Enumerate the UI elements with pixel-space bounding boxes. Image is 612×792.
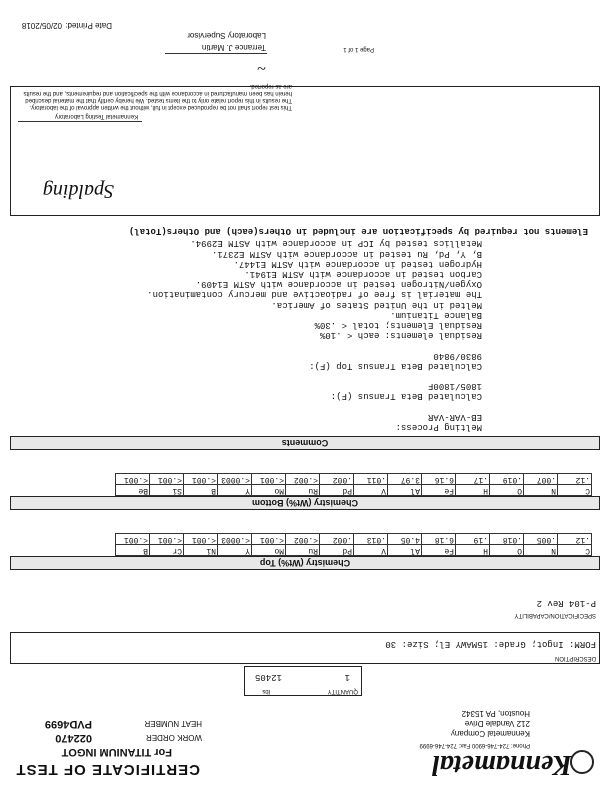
chem-top-value-cell: .002 — [320, 534, 354, 545]
chem-top-element-cell: Al — [388, 545, 422, 556]
work-order-value: 022470 — [55, 732, 92, 744]
chem-top-element-cell: O — [490, 545, 524, 556]
chem-bot-element-cell: Si — [150, 485, 184, 496]
chem-bot-element-cell: Al — [388, 485, 422, 496]
chem-bot-element-cell: H — [456, 485, 490, 496]
comment-line: 1805/1800F — [427, 381, 482, 392]
chem-top-value-cell: .013 — [354, 534, 388, 545]
chem-top-element-cell: Ni — [184, 545, 218, 556]
chem-top-value-cell: <.0003 — [218, 534, 252, 545]
chem-bot-element-cell: Y — [218, 485, 252, 496]
comment-line: 9830/9840 — [433, 350, 482, 361]
chem-bot-element-cell: Be — [116, 485, 150, 496]
chem-bot-element-cell: Mo — [252, 485, 286, 496]
supervisor-line — [165, 53, 267, 54]
chem-bot-value-cell: .019 — [490, 474, 524, 485]
chem-top-element-cell: V — [354, 545, 388, 556]
chem-top-element-cell: C — [558, 545, 592, 556]
work-order-label: WORK ORDER — [146, 733, 202, 742]
quantity-unit: lbs — [262, 688, 270, 694]
logo-emblem-icon — [570, 750, 594, 774]
quantity-pieces: 1 — [344, 672, 350, 682]
comment-line: Carbon tested in accordance with ASTM E1941. — [244, 268, 482, 279]
chem-bot-element-cell: Fe — [422, 485, 456, 496]
chem-bot-value-cell: <.002 — [286, 474, 320, 485]
comment-line: Melted in the United States of America. — [271, 299, 482, 310]
chem-bot-element-cell: N — [524, 485, 558, 496]
chem-top-value-cell: 4.05 — [388, 534, 422, 545]
chem-top-element-cell: Y — [218, 545, 252, 556]
disclaimer-text: This test report shall not be reproduced except in full, without the written approval of the laboratory. The results in this report relate only to the items tested. We hereby certify that the material described herein has been manufactured in accordance with the specification and requirements, and the results are as reported. — [23, 83, 292, 110]
comment-line: Residual Elements; total < .30% — [314, 319, 482, 330]
description-label: DESCRIPTION — [554, 655, 596, 661]
comment-line: Hydrogen tested in accordance with ASTM E1447. — [233, 258, 482, 269]
company-contact: Phone: 724-746-6900 Fax: 724-746-6999 — [419, 742, 530, 748]
chem-bot-value-cell: <.001 — [252, 474, 286, 485]
chem-top-element-cell: H — [456, 545, 490, 556]
chem-bot-element-cell: Pd — [320, 485, 354, 496]
date-label: Date Printed: — [65, 21, 112, 30]
chem-top-element-cell: Mo — [252, 545, 286, 556]
chem-top-value-cell: <.001 — [116, 534, 150, 545]
chem-top-element-cell: Fe — [422, 545, 456, 556]
chem-top-element-cell: Ru — [286, 545, 320, 556]
comment-line — [147, 371, 482, 381]
chemistry-top-title: Chemistry (Wt%) Top — [10, 556, 600, 570]
chemistry-bottom-title: Chemistry (Wt%) Bottom — [10, 496, 600, 510]
comment-line: Oxygen/Nitrogen tested in accordance with ASTM E1409. — [195, 279, 482, 290]
chem-top-element-cell: Cr — [150, 545, 184, 556]
comment-line: Calculated Beta Transus Top (F): — [309, 360, 482, 371]
chemistry-top-table — [115, 533, 592, 556]
chem-bot-element-cell: O — [490, 485, 524, 496]
chem-top-element-cell: B — [116, 545, 150, 556]
chem-top-value-cell: .005 — [524, 534, 558, 545]
comment-line: Calculated Beta Transus (F): — [330, 391, 482, 402]
heat-number-label: HEAT NUMBER — [144, 719, 202, 728]
chem-bot-value-cell: <.001 — [116, 474, 150, 485]
chem-bot-element-cell: V — [354, 485, 388, 496]
chem-bot-value-cell: .002 — [320, 474, 354, 485]
product-line: For TITANIUM INGOT — [61, 746, 172, 758]
chem-top-value-cell: 6.18 — [422, 534, 456, 545]
supervisor-name: Terrance J. Martin — [201, 43, 266, 52]
certificate-title: CERTIFICATE OF TEST — [15, 761, 200, 778]
chem-bot-element-cell: B — [184, 485, 218, 496]
chem-top-value-cell: <.001 — [150, 534, 184, 545]
comments-body — [147, 238, 482, 432]
description-value: FORM: Ingot; Grade: 15MAWY El; Size: 30 — [385, 639, 596, 649]
chem-bot-value-cell: <.001 — [184, 474, 218, 485]
chem-bot-element-cell: Ru — [286, 485, 320, 496]
spec-label: SPECIFICATION/CAPABILITY — [514, 612, 596, 618]
supervisor-title: Laboratory Supervisor — [187, 31, 266, 40]
chem-top-element-cell: N — [524, 545, 558, 556]
chem-top-value-cell: <.001 — [252, 534, 286, 545]
comment-line — [147, 401, 482, 411]
spec-value: P-104 Rev 2 — [536, 598, 596, 608]
page-indicator: Page 1 of 1 — [343, 46, 374, 52]
chem-bot-value-cell: <.001 — [150, 474, 184, 485]
comment-line: Balance Titanium. — [390, 309, 482, 320]
comment-line: Metallics tested by ICP in accordance with ASTM E2994. — [190, 238, 482, 249]
company-city: Houston, PA 15342 — [461, 709, 530, 718]
comment-line: EB-VAR-VAR — [427, 411, 482, 422]
chem-top-value-cell: .018 — [490, 534, 524, 545]
comments-closing: Elements not required by specification are included in Others(each) and Others(Total) — [128, 226, 588, 236]
chem-bot-value-cell: 3.97 — [388, 474, 422, 485]
chem-bot-element-cell: C — [558, 485, 592, 496]
chem-bot-value-cell: .007 — [524, 474, 558, 485]
company-logo: Kennametal — [431, 749, 572, 780]
comments-title: Comments — [10, 436, 600, 450]
comment-line: The material is free of radioactive and mercury contamination. — [147, 289, 482, 300]
heat-number-value: PVD4699 — [44, 718, 92, 730]
chem-top-value-cell: .12 — [558, 534, 592, 545]
chem-bot-value-cell: .17 — [456, 474, 490, 485]
comment-line: B, Y, Pd, Ru tested in accordance with ASTM E2371. — [211, 248, 482, 259]
supervisor-signature-icon: ~ — [257, 59, 266, 76]
lab-org: Kennametal Testing Laboratory — [55, 113, 138, 119]
company-street: 212 Vandale Drive — [464, 719, 530, 728]
comment-line — [147, 340, 482, 350]
chem-top-value-cell: <.001 — [184, 534, 218, 545]
company-name: Kennametal Company — [450, 729, 530, 738]
chemistry-bottom-table — [115, 473, 592, 496]
comment-line: Melting Process: — [395, 422, 482, 432]
date-value: 02/05/2018 — [21, 21, 62, 30]
lab-signature-line — [18, 121, 142, 122]
chem-bot-value-cell: 6.16 — [422, 474, 456, 485]
quantity-value: 12405 — [254, 672, 282, 682]
chem-top-value-cell: <.002 — [286, 534, 320, 545]
chem-top-element-cell: Pd — [320, 545, 354, 556]
chem-top-value-cell: .19 — [456, 534, 490, 545]
chem-bot-value-cell: <.0003 — [218, 474, 252, 485]
chem-bot-value-cell: .011 — [354, 474, 388, 485]
quantity-label: QUANTITY — [327, 688, 358, 694]
chem-bot-value-cell: .12 — [558, 474, 592, 485]
comment-line: Residual elements: each < .10% — [319, 330, 482, 341]
lab-signature: Spalding — [42, 180, 114, 202]
